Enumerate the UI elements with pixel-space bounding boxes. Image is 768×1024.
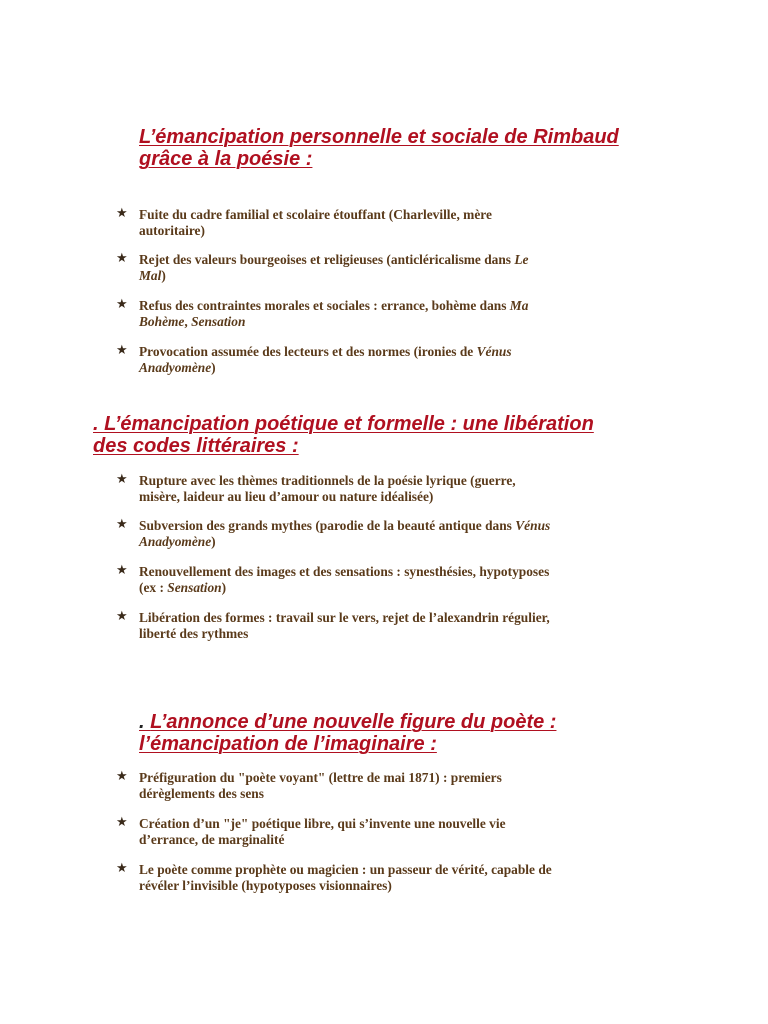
- list-item-line: Création d’un "je" poétique libre, qui s’invente une nouvelle vie: [139, 816, 506, 831]
- star-icon: ★: [116, 609, 128, 624]
- list-item-text-italic: Vénus: [515, 518, 551, 533]
- list-item-text: [139, 473, 679, 505]
- star-icon: ★: [116, 815, 128, 830]
- list-item-line: [139, 268, 679, 284]
- list-item-line: Fuite du cadre familial et scolaire étouffant (Charleville, mère: [139, 207, 492, 222]
- list-item-line: Rupture avec les thèmes traditionnels de la poésie lyrique (guerre,: [139, 473, 516, 488]
- list-item-text-plain: ,: [184, 314, 192, 329]
- list-item-line: [139, 344, 679, 360]
- list-item-text-italic: Anadyomène: [139, 534, 212, 549]
- list-item-text: [139, 518, 679, 550]
- list-item-text-plain: Provocation assumée des lecteurs et des normes (ironies de: [139, 344, 477, 359]
- section-2-heading: [93, 413, 594, 457]
- list-item-line: [139, 360, 679, 376]
- list-item-text: [139, 610, 679, 642]
- list-item-text: [139, 564, 679, 596]
- list-item-text: [139, 344, 679, 376]
- star-icon: ★: [116, 769, 128, 784]
- list-item-text-italic: Mal: [139, 268, 162, 283]
- list-item-line: liberté des rythmes: [139, 626, 249, 641]
- list-item-text-italic: Le: [514, 252, 529, 267]
- list-item-text-plain: Subversion des grands mythes (parodie de la beauté antique dans: [139, 518, 516, 533]
- list-item-text-plain: Refus des contraintes morales et sociales : errance, bohème dans: [139, 298, 510, 313]
- section-2-heading-line-2: des codes littéraires :: [93, 435, 299, 457]
- list-item-text: [139, 298, 679, 330]
- list-item-line: [139, 580, 679, 596]
- star-icon: ★: [116, 297, 128, 312]
- list-item-line: révéler l’invisible (hypotyposes visionnaires): [139, 878, 392, 893]
- list-item-text-italic: Vénus: [476, 344, 512, 359]
- section-2-heading-line-1: . L’émancipation poétique et formelle : une libération: [93, 413, 594, 435]
- list-item-text-italic: Sensation: [191, 314, 246, 329]
- star-icon: ★: [116, 472, 128, 487]
- list-item-line: Le poète comme prophète ou magicien : un passeur de vérité, capable de: [139, 862, 552, 877]
- list-item-text-plain: Rejet des valeurs bourgeoises et religieuses (anticléricalisme dans: [139, 252, 515, 267]
- section-3-heading-line-1: [139, 711, 556, 733]
- list-item-line: [139, 314, 679, 330]
- star-icon: ★: [116, 206, 128, 221]
- list-item-line: d’errance, de marginalité: [139, 832, 285, 847]
- list-item-text: [139, 816, 679, 848]
- section-1-heading: [139, 126, 619, 170]
- list-item-text-italic: Ma: [509, 298, 529, 313]
- list-item-text-plain: ): [211, 360, 216, 375]
- list-item-line: [139, 252, 679, 268]
- star-icon: ★: [116, 563, 128, 578]
- list-item-text-italic: Anadyomène: [139, 360, 212, 375]
- star-icon: ★: [116, 517, 128, 532]
- list-item-line: [139, 518, 679, 534]
- list-item-line: Libération des formes : travail sur le vers, rejet de l’alexandrin régulier,: [139, 610, 550, 625]
- section-3-heading-text-1: L’annonce d’une nouvelle figure du poète :: [150, 711, 557, 733]
- list-item-text: [139, 770, 679, 802]
- list-item-line: autoritaire): [139, 223, 205, 238]
- list-item-text: [139, 862, 679, 894]
- list-item-line: dérèglements des sens: [139, 786, 264, 801]
- section-3-heading: [139, 711, 556, 755]
- list-item-line: Préfiguration du "poète voyant" (lettre de mai 1871) : premiers: [139, 770, 502, 785]
- star-icon: ★: [116, 251, 128, 266]
- section-3-heading-lead: .: [139, 711, 151, 733]
- list-item-line: misère, laideur au lieu d’amour ou nature idéalisée): [139, 489, 434, 504]
- list-item-line: [139, 298, 679, 314]
- list-item-text-plain: ): [211, 534, 216, 549]
- list-item-text-italic: Sensation: [167, 580, 222, 595]
- list-item-text: [139, 252, 679, 284]
- list-item-line: [139, 534, 679, 550]
- list-item-text-plain: (ex :: [139, 580, 168, 595]
- list-item-line: Renouvellement des images et des sensations : synesthésies, hypotyposes: [139, 564, 550, 579]
- star-icon: ★: [116, 861, 128, 876]
- star-icon: ★: [116, 343, 128, 358]
- section-3-heading-line-2: l’émancipation de l’imaginaire :: [139, 733, 437, 755]
- section-1-heading-line-2: grâce à la poésie :: [139, 148, 313, 170]
- section-1-heading-line-1: L’émancipation personnelle et sociale de Rimbaud: [139, 126, 619, 148]
- list-item-text-italic: Bohème: [139, 314, 185, 329]
- list-item-text-plain: ): [161, 268, 166, 283]
- list-item-text: [139, 207, 679, 239]
- list-item-text-plain: ): [221, 580, 227, 595]
